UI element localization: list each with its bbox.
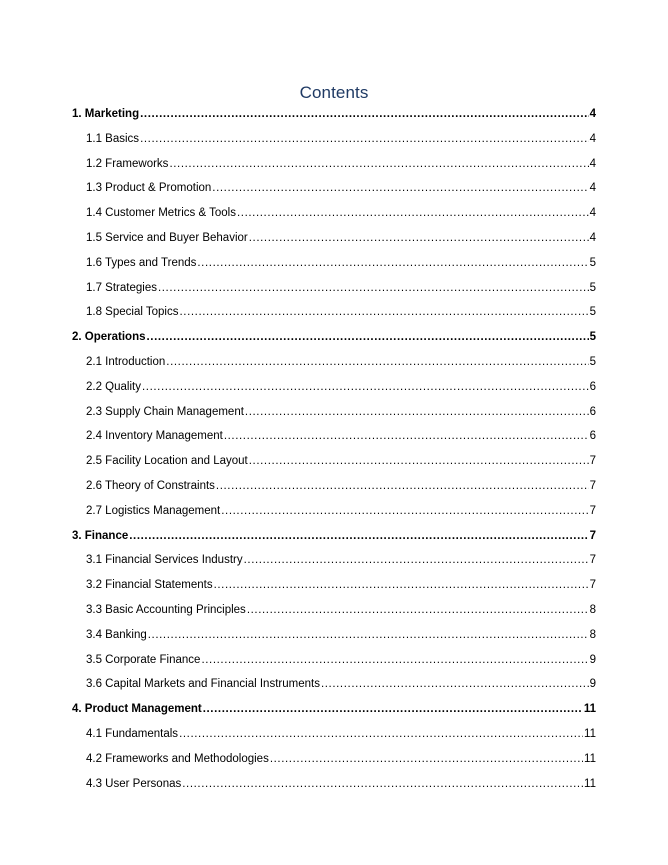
toc-subsection-entry[interactable] [72,377,596,402]
toc-subsection-entry[interactable] [72,749,596,774]
dot-leader [197,253,588,273]
toc-subsection-entry[interactable] [72,774,596,799]
toc-entry-label: 2.6 Theory of Constraints [86,479,215,492]
toc-subsection-entry[interactable] [72,575,596,600]
toc-entry-page-number: 9 [589,678,596,691]
dot-leader [221,501,588,521]
toc-entry-label: 3.4 Banking [86,628,147,641]
toc-entry-page-number: 5 [589,331,596,344]
toc-entry-label: 2.4 Inventory Management [86,430,223,443]
dot-leader [214,575,589,595]
dot-leader [158,278,589,298]
toc-entry-label: 3.5 Corporate Finance [86,653,201,666]
dot-leader [321,674,589,694]
toc-entry-page-number: 5 [589,281,596,294]
toc-subsection-entry[interactable] [72,253,596,278]
toc-entry-label: 1.4 Customer Metrics & Tools [86,207,236,220]
dot-leader [245,402,589,422]
toc-entry-label: 2.3 Supply Chain Management [86,405,244,418]
toc-subsection-entry[interactable] [72,650,596,675]
toc-section-entry[interactable] [72,699,596,724]
toc-entry-label: 4.3 User Personas [86,777,182,790]
dot-leader [203,699,583,719]
toc-entry-page-number: 4 [589,108,596,120]
toc-entry-page-number: 8 [589,603,596,616]
toc-subsection-entry[interactable] [72,228,596,253]
dot-leader [179,724,583,744]
toc-subsection-entry[interactable] [72,278,596,303]
toc-entry-page-number: 8 [589,628,596,641]
toc-entry-page-number: 7 [589,579,596,592]
toc-subsection-entry[interactable] [72,178,596,203]
toc-subsection-entry[interactable] [72,154,596,179]
toc-entry-label: 3. Finance [72,529,129,542]
toc-entry-page-number: 6 [589,380,596,393]
toc-entry-label: 3.6 Capital Markets and Financial Instruments [86,678,320,691]
toc-subsection-entry[interactable] [72,451,596,476]
toc-entry-page-number: 11 [583,703,596,716]
toc-entry-page-number: 5 [589,306,596,319]
toc-entry-label: 1.1 Basics [86,132,140,145]
dot-leader [142,377,589,397]
toc-subsection-entry[interactable] [72,501,596,526]
toc-entry-page-number: 11 [584,752,596,765]
toc-subsection-entry[interactable] [72,724,596,749]
toc-entry-page-number: 4 [589,132,596,145]
toc-entry-label: 3.2 Financial Statements [86,579,213,592]
toc-section-entry[interactable] [72,327,596,352]
dot-leader [179,302,588,322]
toc-entry-page-number: 4 [589,231,596,244]
toc-entry-page-number: 7 [589,479,596,492]
toc-entry-label: 4. Product Management [72,703,202,716]
toc-subsection-entry[interactable] [72,426,596,451]
dot-leader [247,600,589,620]
toc-entry-page-number: 5 [589,355,596,368]
toc-entry-label: 4.1 Fundamentals [86,727,179,740]
toc-entry-label: 4.2 Frameworks and Methodologies [86,752,269,765]
toc-entry-label: 2.7 Logistics Management [86,504,221,517]
dot-leader [249,451,589,471]
toc-entry-label: 1.3 Product & Promotion [86,182,212,195]
toc-entry-page-number: 7 [589,529,596,542]
toc-subsection-entry[interactable] [72,625,596,650]
dot-leader [270,749,583,769]
dot-leader [216,476,589,496]
toc-entry-page-number: 4 [589,157,596,170]
dot-leader [166,352,588,372]
dot-leader [249,228,589,248]
dot-leader [169,154,588,174]
dot-leader [148,625,589,645]
toc-subsection-entry[interactable] [72,600,596,625]
toc-entry-label: 1.6 Types and Trends [86,256,197,269]
dot-leader [201,650,588,670]
toc-entry-label: 2.2 Quality [86,380,141,393]
toc-entry-page-number: 9 [589,653,596,666]
dot-leader [212,178,588,198]
table-of-contents [72,104,596,798]
toc-entry-page-number: 7 [589,554,596,567]
toc-subsection-entry[interactable] [72,550,596,575]
toc-entry-label: 3.1 Financial Services Industry [86,554,243,567]
page-title: Contents [299,83,369,102]
toc-subsection-entry[interactable] [72,352,596,377]
toc-section-entry[interactable] [72,104,596,129]
toc-entry-page-number: 4 [589,207,596,220]
toc-entry-label: 2.5 Facility Location and Layout [86,455,248,468]
toc-entry-label: 1.5 Service and Buyer Behavior [86,231,248,244]
toc-subsection-entry[interactable] [72,402,596,427]
toc-entry-page-number: 6 [589,405,596,418]
toc-entry-page-number: 7 [589,455,596,468]
toc-subsection-entry[interactable] [72,129,596,154]
toc-subsection-entry[interactable] [72,476,596,501]
toc-entry-label: 2.1 Introduction [86,355,166,368]
dot-leader [147,327,589,347]
toc-entry-page-number: 4 [589,182,596,195]
toc-entry-label: 1.7 Strategies [86,281,157,294]
toc-entry-page-number: 5 [589,256,596,269]
dot-leader [140,104,588,124]
toc-entry-page-number: 11 [584,727,596,740]
toc-subsection-entry[interactable] [72,302,596,327]
toc-entry-label: 3.3 Basic Accounting Principles [86,603,246,616]
dot-leader [237,203,589,223]
dot-leader [182,774,583,794]
toc-entry-label: 1.2 Frameworks [86,157,169,170]
toc-section-entry[interactable] [72,526,596,551]
toc-entry-label: 2. Operations [72,331,146,344]
dot-leader [140,129,589,149]
toc-subsection-entry[interactable] [72,203,596,228]
toc-entry-label: 1. Marketing [72,108,140,120]
toc-subsection-entry[interactable] [72,674,596,699]
toc-entry-page-number: 11 [584,777,596,790]
dot-leader [129,526,588,546]
toc-entry-label: 1.8 Special Topics [86,306,179,319]
dot-leader [224,426,589,446]
dot-leader [244,550,589,570]
toc-entry-page-number: 6 [589,430,596,443]
toc-entry-page-number: 7 [589,504,596,517]
